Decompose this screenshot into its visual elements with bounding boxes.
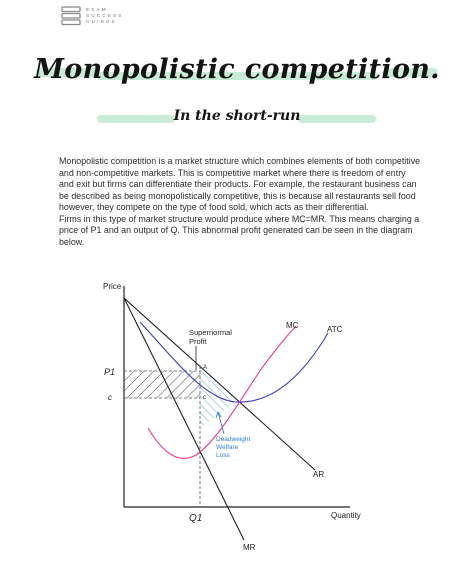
book-stack-icon <box>61 6 81 26</box>
body-paragraph-2: Firms in this type of market structure would produce where MC=MR. This means charging a price of P1 and an output of Q. This abnormal profit generated can be seen in the diagram below. <box>59 213 420 247</box>
title-banner <box>0 50 474 94</box>
profit-label-line1: Supernormal <box>189 328 232 337</box>
logo-line-1: EXAM <box>86 7 108 12</box>
dwl-label-line1: Deadweight <box>216 436 251 443</box>
dwl-label-line2: Welfare <box>216 444 239 451</box>
point-a-label: A <box>203 365 208 371</box>
page-title: Monopolistic competition. <box>34 54 440 85</box>
monopolistic-competition-diagram <box>0 270 474 561</box>
profit-label-line2: Profit <box>189 337 207 346</box>
page-subtitle: In the short-run <box>173 108 301 124</box>
dwl-label-line3: Loss <box>216 452 230 459</box>
logo-line-3: GUIDES <box>86 19 117 24</box>
x-axis-label: Quantity <box>331 511 361 520</box>
mr-label: MR <box>243 543 256 552</box>
c-label: c <box>108 393 112 402</box>
body-text <box>59 156 421 248</box>
body-paragraph-1: Monopolistic competition is a market structure which combines elements of both competitive and non-competitive markets. This is competitive market where there is freedom of entry and exit but firms can differentiate their products. For example, the restaurant business can be described as being monopolistically competitive, this is because all restaurants sell food however, they compete on the type of food sold, which acts as their differential. <box>59 156 421 212</box>
logo-wordmark <box>86 7 124 25</box>
subtitle-banner <box>0 105 474 131</box>
dwl-pointer-arrow <box>218 412 224 434</box>
ar-label: AR <box>313 470 325 479</box>
y-axis-label: Price <box>103 282 122 291</box>
brand-logo <box>61 6 124 26</box>
atc-label: ATC <box>327 325 343 334</box>
q1-label: Q1 <box>189 513 203 524</box>
mc-label: MC <box>286 321 299 330</box>
p1-label: P1 <box>104 367 116 377</box>
point-c-label: c <box>203 395 206 401</box>
logo-line-2: SUCCESS <box>86 13 124 18</box>
